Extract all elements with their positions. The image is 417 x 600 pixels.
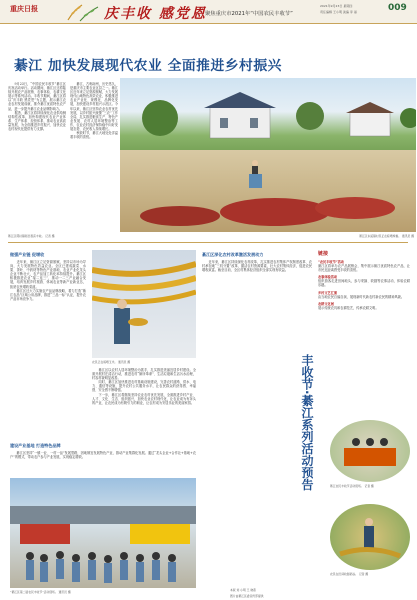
sidebar-item-title: 农耕文化展 bbox=[318, 301, 334, 306]
photo-sidebar-festival bbox=[330, 420, 410, 482]
section-heading-2: 建设产业基地 打造特色品牌 bbox=[10, 443, 61, 448]
sidebar-item-text: 由当地农民自编自演，展现新时代新农村新农民的精神风貌。 bbox=[318, 294, 405, 299]
photo-caption-festival: “綦江区第二届农民丰收节”活动现场。 通讯员 摄 bbox=[10, 590, 71, 594]
vertical-title: 丰收节·綦江系列活动预告 bbox=[300, 354, 314, 491]
section-text-1: 近年来，綦江区立足资源禀赋，坚持以市场为导向，大力发展特色效益农业。全区已建成蔬菜、水果、茶叶、中药材等特色产业基地，农业产业化龙头企业不断壮大，农产品加工转化率持续提升。綦江区积极推进农业“接二连三”，推动一二三产业融合发展，培育发展乡村旅游、休闲农业等新产业新业态，拓宽农民增收渠道。 綦江区还大力实施农产品品牌战略，着力打造“綦江农品”区域公用品牌，推进“三品一标”认证，提升农产品市场竞争力。 bbox=[10, 260, 86, 301]
section-text-3: 綦江区坚持“一镇一业、一村一品”发展思路，因地制宜发展特色产业，推动产业集群化发展。通过“龙头企业+合作社+基地+农户”的模式，带动农户参与产业发展，实现稳定增收。 bbox=[10, 451, 196, 460]
photo-festival-crowd bbox=[10, 478, 196, 588]
sidebar-item bbox=[318, 275, 410, 287]
photo-caption-sidebar-2: 农民在田间收割稻谷。 记者 摄 bbox=[330, 572, 369, 576]
sidebar-item-text: 綦江区将举办农产品展销会，集中展示綦江优质特色农产品，让市民近距离感受丰收的喜悦。 bbox=[318, 264, 410, 273]
photo-caption-hero: 綦江区郭扶镇稻田喜获丰收。 记者 摄 bbox=[8, 234, 55, 238]
section-text-2: 綦江区以农村人居环境整治为抓手，扎实推进美丽宜居乡村建设。全面开展村庄清洁行动，推进农村“厕所革命”、生活垃圾和生活污水治理，村容村貌明显改善。 同时，綦江区加快推进农村基础设施建设，完善农村道路、供水、电力、通信等设施，提升农村公共服务水平，让农民群众的获得感、幸福感、安全感不断增强。 下一步，綦江区将继续坚持农业农村优先发展，全面推进乡村产业、人才、文化、生态、组织振兴，加快农业农村现代化，让农业成为有奔头的产业，让农民成为有吸引力的职业，让农村成为安居乐业的美丽家园。 bbox=[92, 368, 196, 405]
lead-text: 綦江，古称南州，历史悠久，是重庆市主要农业区县之一。綦江区近年来立足资源禀赋，大力发展现代山地特色高效农业，积极推进农业产业化、规模化、品牌化发展，加快建设乡村振兴示范区。今年以来，綦江区坚持农业农村优先发展，以乡村振兴统揽“三农”工作全局，扎实推进粮食生产、特色产业发展、农村人居环境整治等工作，农业农村经济保持稳中向好发展态势，农民收入持续增长。 秋收时节，綦江大地处处洋溢着丰收的喜悦。 bbox=[70, 82, 118, 140]
headline: 綦江 加快发展现代农业 全面推进乡村振兴 bbox=[14, 58, 282, 74]
banner-title: 庆丰收 感党恩 bbox=[104, 6, 207, 22]
wheat-icon bbox=[64, 2, 102, 22]
section-heading-1: 做强产业链 促增收 bbox=[10, 252, 45, 257]
sidebar-heading: 链接 bbox=[318, 251, 329, 257]
sidebar-item bbox=[318, 302, 410, 310]
photo-sidebar-harvest bbox=[330, 504, 410, 570]
hero-photo-drying-field bbox=[120, 150, 416, 232]
editor-credit: 责任编辑 王小明 美编 李 丽 bbox=[320, 10, 357, 14]
photo-caption-1: 綦江区东溪镇村民正在晾晒辣椒。 通讯员 摄 bbox=[359, 234, 414, 238]
divider bbox=[8, 242, 408, 243]
byline-credit: 图片由綦江区委宣传部提供 bbox=[230, 594, 264, 598]
section-text-4: 近年来，綦江区持续深化农村改革，扎实推进农村集体产权制度改革、农村承包地“三权分置”改革，激活农村资源要素，壮大农村集体经济，促进农民增收致富。截至目前，全区村集体经济组织全部实现有收益。 bbox=[202, 260, 312, 273]
section-heading-4: 綦江区深化农村改革激活发展动力 bbox=[202, 252, 264, 257]
byline: 本版 刘 小明 王 晓燕 bbox=[230, 588, 256, 592]
photo-corn-drying bbox=[92, 250, 196, 358]
sidebar-item bbox=[318, 260, 410, 272]
lead-left-margin-block bbox=[8, 82, 66, 230]
paper-name: 重庆日报 bbox=[10, 4, 38, 13]
sidebar-item-title: 乡村文艺汇演 bbox=[318, 290, 338, 295]
masthead bbox=[0, 0, 417, 24]
col2-text: 9月23日，“中国农民丰收节”綦江区庆祝活动举行。活动期间，綦江区还将陆续开展农产品展销、农事体验、农耕文化展示等系列活动。丰收节期间，綦江区将以“庆丰收 感党恩”为主题，展示綦江农业农村发展成就，推介綦江优质特色农产品，进一步提升綦江农业品牌影响力。 据悉，綦江区将持续深化农业供给侧结构性改革，加快构建现代农业产业体系、生产体系、经营体系，推动农业高质量发展，为全面推进乡村振兴、加快农业农村现代化提供有力支撑。 bbox=[8, 82, 66, 132]
sidebar-item-text: 组织游客走进田间地头，参与采摘、收割等农事活动，体验农耕乐趣。 bbox=[318, 279, 410, 288]
sidebar-item-title: 农事体验活动 bbox=[318, 275, 338, 280]
photo-caption-corn: 农民正在晾晒玉米。 通讯员 摄 bbox=[92, 360, 131, 364]
photo-caption-sidebar-1: 綦江农民丰收节活动现场。 记者 摄 bbox=[330, 484, 374, 488]
sidebar-item-text: 展示传统农具和农耕技艺，传承农耕文明。 bbox=[318, 305, 379, 310]
edition-date: 2021年9月23日 星期四 bbox=[320, 4, 353, 8]
banner-subtitle: 聚焦重庆市2021年“中国农民丰收节” bbox=[205, 11, 293, 17]
sidebar-item-title: “农民丰收节”活动 bbox=[318, 260, 344, 264]
page-number: 009 bbox=[388, 3, 407, 13]
sidebar-item bbox=[318, 291, 410, 299]
